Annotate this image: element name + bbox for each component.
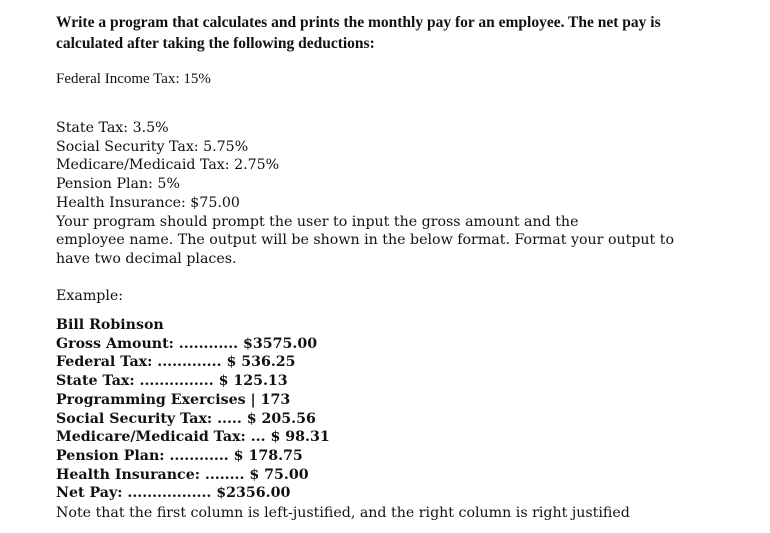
output-health: Health Insurance: ........ $ 75.00 <box>56 466 309 483</box>
deduction-pension: Pension Plan: 5% <box>56 176 180 193</box>
deduction-medicare: Medicare/Medicaid Tax: 2.75% <box>56 157 280 174</box>
example-label: Example: <box>56 288 124 304</box>
deduction-state: State Tax: 3.5% <box>56 120 169 136</box>
instructions-line: Your program should prompt the user to input the gross amount and the <box>56 213 579 230</box>
heading-line: Write a program that calculates and prints the monthly pay for an employee. The net pay is <box>56 14 661 31</box>
justification-note: Note that the first column is left-justified, and the right column is right justified <box>56 505 630 521</box>
output-name: Bill Robinson <box>56 317 164 333</box>
output-social-security: Social Security Tax: ..... $ 205.56 <box>56 410 316 427</box>
output-net-pay: Net Pay: ................. $2356.00 <box>56 485 291 502</box>
instructions-line: have two decimal places. <box>56 250 237 267</box>
output-state: State Tax: ............... $ 125.13 <box>56 373 288 390</box>
deduction-health: Health Insurance: $75.00 <box>56 194 240 211</box>
output-medicare: Medicare/Medicaid Tax: ... $ 98.31 <box>56 429 330 446</box>
document <box>56 12 756 521</box>
deduction-social-security: Social Security Tax: 5.75% <box>56 138 249 155</box>
example-output <box>56 316 330 503</box>
output-pension: Pension Plan: ............ $ 178.75 <box>56 447 303 464</box>
page-footer-line: Programming Exercises | 173 <box>56 391 291 408</box>
heading-line: calculated after taking the following deductions: <box>56 35 375 52</box>
federal-tax-line: Federal Income Tax: 15% <box>56 71 211 87</box>
output-federal: Federal Tax: ............. $ 536.25 <box>56 354 296 371</box>
output-gross: Gross Amount: ............ $3575.00 <box>56 335 318 352</box>
instructions-line: employee name. The output will be shown in the below format. Format your output to <box>56 232 675 249</box>
deductions-list <box>56 119 674 269</box>
problem-statement <box>56 12 756 54</box>
